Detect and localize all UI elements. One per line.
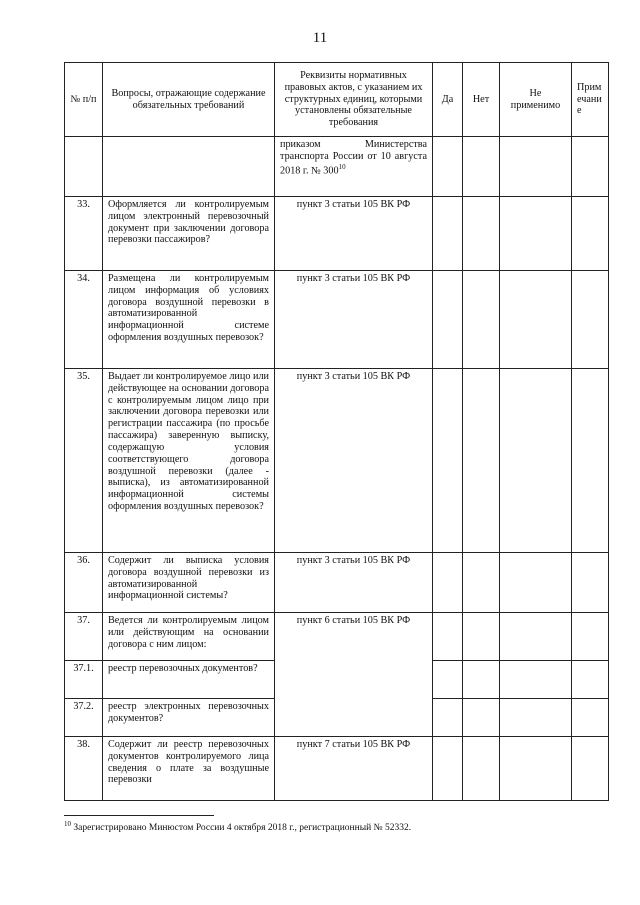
row-question: Выдает ли контролируемое лицо или действующее на основании договора с контролируемым лицом лицо при заключении договора перевозки или регистрации пассажира (по просьбе пассажира) заверенную выписку, содержащую условия соответствующего договора воздушной перевозки (далее - выписка), из автоматизированной информационной системы оформления воздушных перевозок? [103, 369, 275, 553]
page-number: 11 [312, 30, 328, 46]
table-row-37 [65, 613, 609, 661]
row-requisite: пункт 7 статьи 105 ВК РФ [275, 737, 433, 801]
row-requisite: пункт 3 статьи 105 ВК РФ [275, 369, 433, 553]
table-row-continuation [65, 137, 609, 197]
row-requisite: пункт 3 статьи 105 ВК РФ [275, 271, 433, 369]
table-header-row [65, 63, 609, 137]
row-requisite: пункт 6 статьи 105 ВК РФ [275, 613, 433, 737]
table-row-33 [65, 197, 609, 271]
table-row-38 [65, 737, 609, 801]
row-question: Содержит ли выписка условия договора воздушной перевозки из автоматизированной информационной системы? [103, 553, 275, 613]
footnote-divider [64, 815, 214, 816]
row-number: 35. [65, 369, 103, 553]
footnote-text: Зарегистрировано Минюстом России 4 октября 2018 г., регистрационный № 52332. [71, 823, 412, 834]
requirements-checklist-table [64, 62, 609, 801]
row-number: 36. [65, 553, 103, 613]
footnote-mark: 10 [64, 820, 71, 828]
row-requisite: пункт 3 статьи 105 ВК РФ [275, 197, 433, 271]
header-no: Нет [463, 63, 500, 137]
header-notes: Примечание [572, 63, 609, 137]
header-requisites: Реквизиты нормативных правовых актов, с указанием их структурных единиц, которыми установлены обязательные требования [275, 63, 433, 137]
table-row-36 [65, 553, 609, 613]
row-question: реестр перевозочных документов? [103, 661, 275, 699]
row-number: 38. [65, 737, 103, 801]
table-row-35 [65, 369, 609, 553]
row-number: 33. [65, 197, 103, 271]
header-not-applicable: Не применимо [500, 63, 572, 137]
row-number: 37.2. [65, 699, 103, 737]
row-question: Содержит ли реестр перевозочных документов контролируемого лица сведения о плате за воздушные перевозки [103, 737, 275, 801]
row-number: 37. [65, 613, 103, 661]
footnote [64, 820, 608, 833]
row-requisite: пункт 3 статьи 105 ВК РФ [275, 553, 433, 613]
row-question: реестр электронных перевозочных документов? [103, 699, 275, 737]
footnote-ref: 10 [338, 162, 346, 171]
row-number: 37.1. [65, 661, 103, 699]
row-question: Размещена ли контролируемым лицом информация об условиях договора воздушной перевозки в автоматизированной информационной системе оформления воздушных перевозок? [103, 271, 275, 369]
header-questions: Вопросы, отражающие содержание обязательных требований [103, 63, 275, 137]
row-question: Оформляется ли контролируемым лицом электронный перевозочный документ при заключении договора перевозки пассажиров? [103, 197, 275, 271]
table-row-34 [65, 271, 609, 369]
continuation-requisite: приказом Министерства транспорта России от 10 августа 2018 г. № $300^{10}$ [275, 137, 433, 197]
header-yes: Да [433, 63, 463, 137]
row-question: Ведется ли контролируемым лицом или действующим на основании договора с ним лицом: [103, 613, 275, 661]
row-number: 34. [65, 271, 103, 369]
header-num: № п/п [65, 63, 103, 137]
